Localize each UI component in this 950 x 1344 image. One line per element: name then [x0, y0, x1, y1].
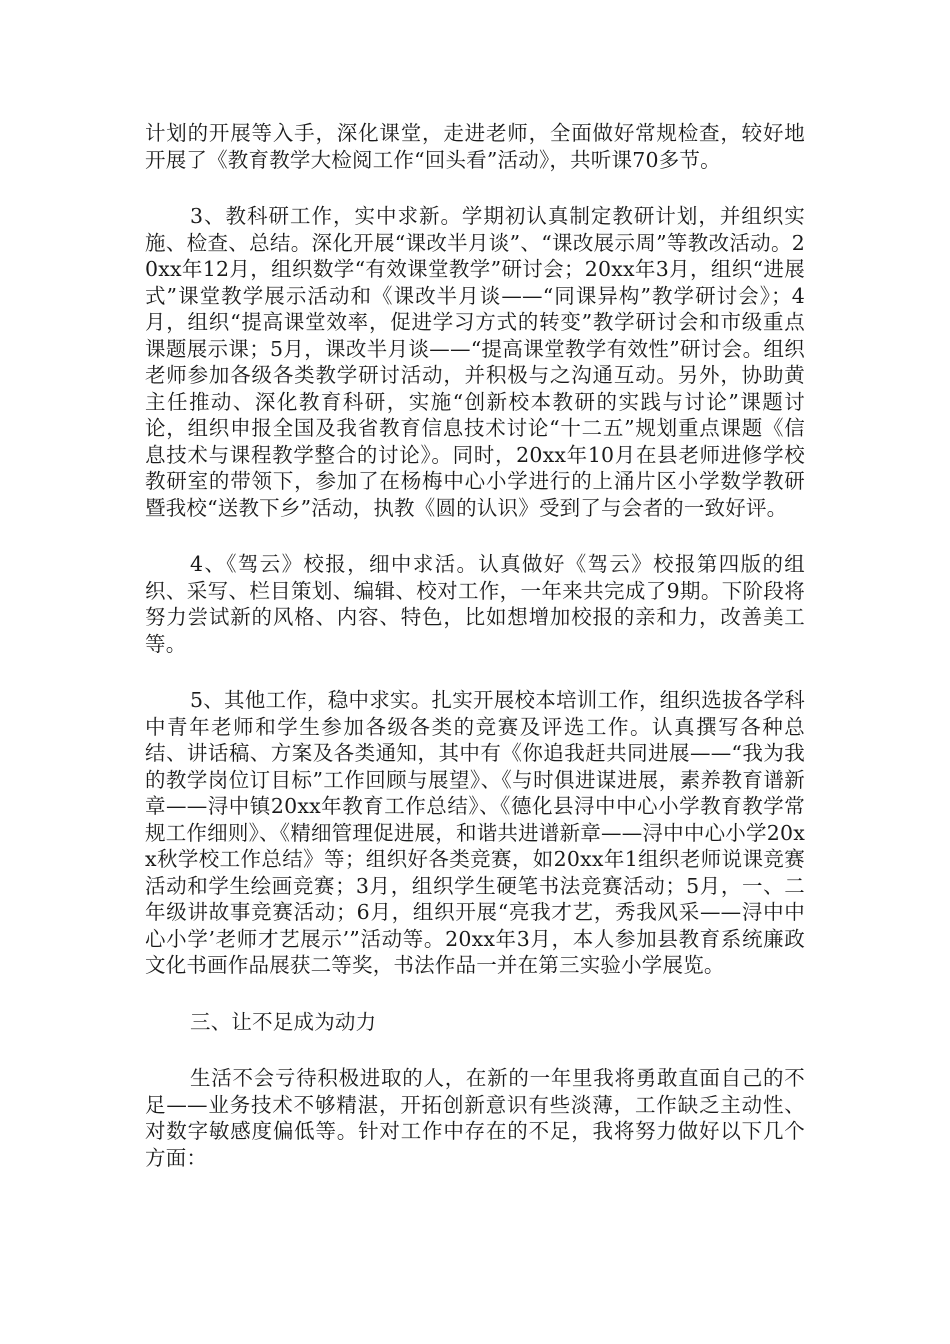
paragraph-research-work: 3、教科研工作，实中求新。学期初认真制定教研计划，并组织实施、检查、总结。深化开展“课改半月谈”、“课改展示周”等教改活动。20xx年12月，组织数学“有效课堂教学”研讨会；20xx年3月，组织“进展式”课堂教学展示活动和《课改半月谈——“同课异构”教学研讨会》；4月，组织“提高课堂效率，促进学习方式的转变”教学研讨会和市级重点课题展示课；5月，课改半月谈——“提高课堂教学有效性”研讨会。组织老师参加各级各类教学研讨活动，并积极与之沟通互动。另外，协助黄主任推动、深化教育科研，实施“创新校本教研的实践与讨论”课题讨论，组织申报全国及我省教育信息技术讨论“十二五”规划重点课题《信息技术与课程教学整合的讨论》。同时，20xx年10月在县老师进修学校教研室的带领下，参加了在杨梅中心小学进行的上涌片区小学数学教研暨我校“送教下乡”活动，执教《圆的认识》受到了与会者的一致好评。 — [145, 204, 805, 520]
paragraph-shortcomings: 生活不会亏待积极进取的人，在新的一年里我将勇敢直面自己的不足——业务技术不够精湛，开拓创新意识有些淡薄，工作缺乏主动性、对数字敏感度偏低等。针对工作中存在的不足，我将努力做好以下几个方面： — [145, 1066, 805, 1170]
paragraph-other-work: 5、其他工作，稳中求实。扎实开展校本培训工作，组织选拔各学科中青年老师和学生参加各级各类的竞赛及评选工作。认真撰写各种总结、讲话稿、方案及各类通知，其中有《你追我赶共同进展——“我为我的教学岗位订目标”工作回顾与展望》、《与时俱进谋进展，素养教育谱新章——浔中镇20xx年教育工作总结》、《德化县浔中中心小学教育教学常规工作细则》、《精细管理促进展，和谐共进谱新章——浔中中心小学20xx秋学校工作总结》等；组织好各类竞赛，如20xx年1组织老师说课竞赛活动和学生绘画竞赛；3月，组织学生硬笔书法竞赛活动；5月，一、二年级讲故事竞赛活动；6月，组织开展“亮我才艺，秀我风采——浔中中心小学’老师才艺展示’”活动等。20xx年3月，本人参加县教育系统廉政文化书画作品展获二等奖，书法作品一并在第三实验小学展览。 — [145, 688, 805, 977]
document-body — [145, 120, 805, 1201]
paragraph-continuation: 计划的开展等入手，深化课堂，走进老师，全面做好常规检查，较好地开展了《教育教学大检阅工作“回头看”活动》，共听课70多节。 — [145, 121, 805, 172]
paragraph-school-newspaper: 4、《驾云》校报，细中求活。认真做好《驾云》校报第四版的组织、采写、栏目策划、编辑、校对工作，一年来共完成了9期。下阶段将努力尝试新的风格、内容、特色，比如想增加校报的亲和力，改善美工等。 — [145, 552, 805, 656]
section-heading: 三、让不足成为动力 — [190, 1009, 377, 1034]
